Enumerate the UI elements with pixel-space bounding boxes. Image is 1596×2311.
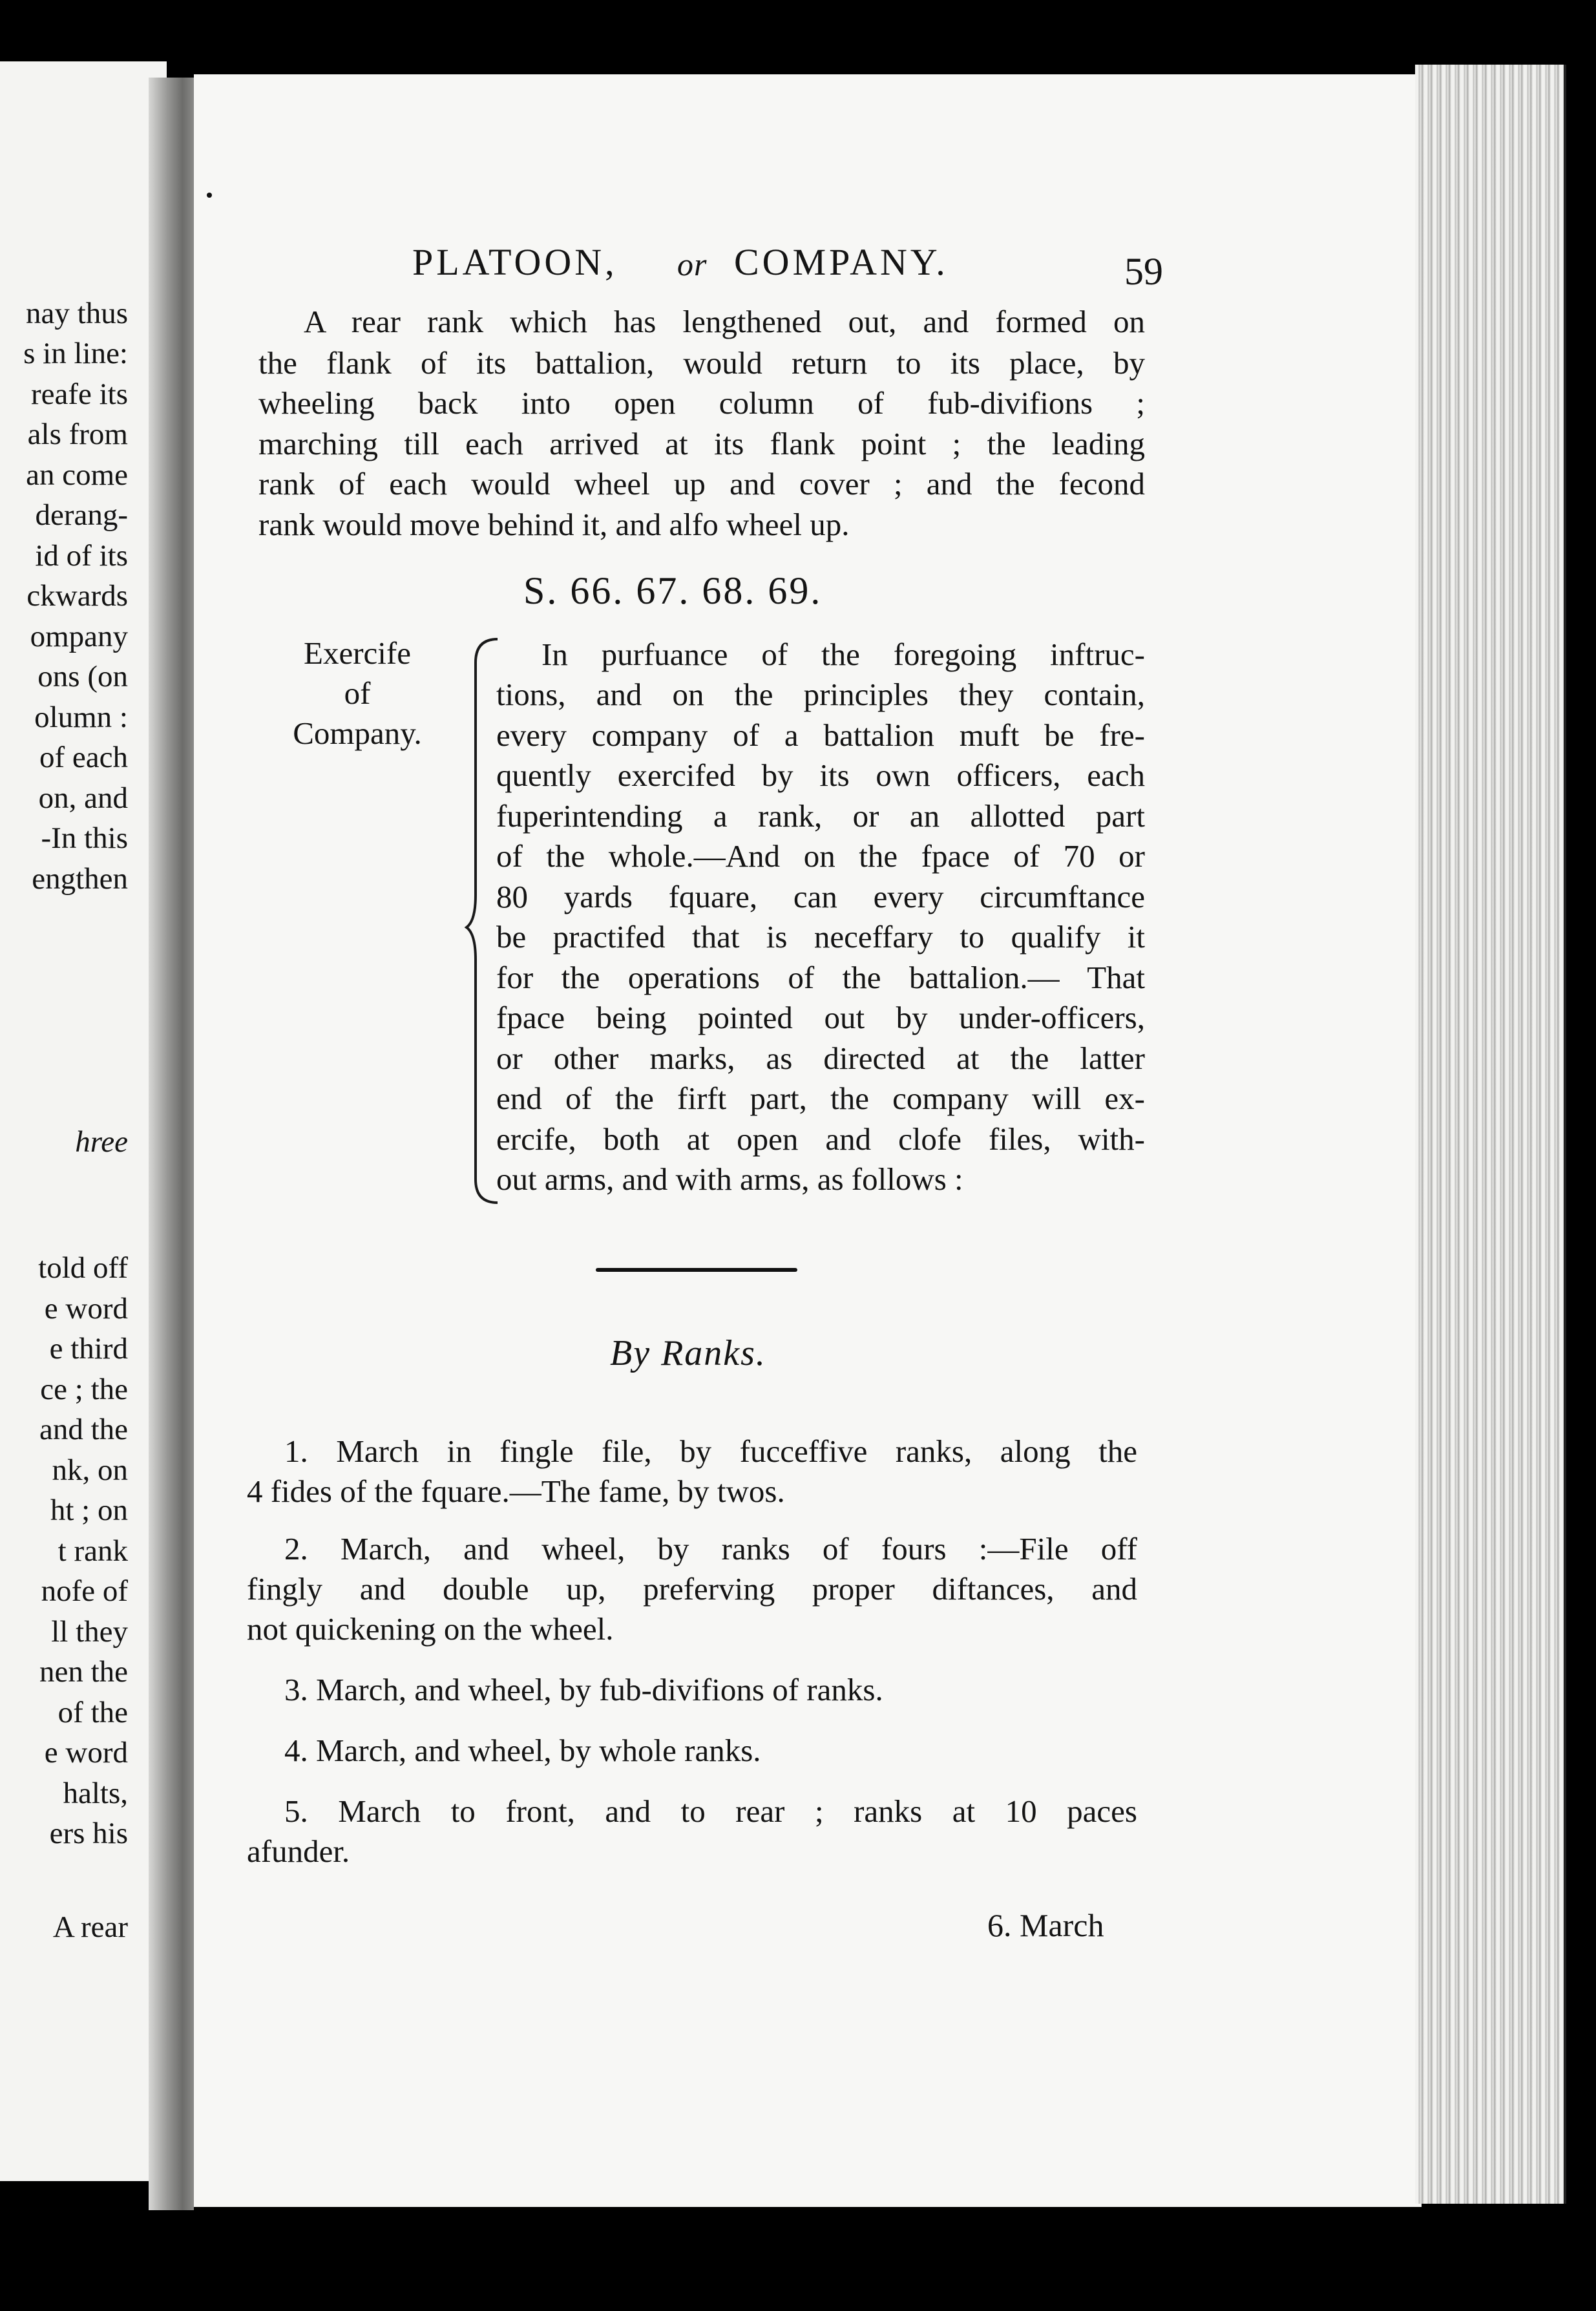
left-page-line: nen the: [39, 1655, 128, 1689]
margin-note: [270, 633, 445, 754]
left-page-line: ons (on: [37, 660, 128, 693]
left-page-line: id of its: [35, 539, 128, 573]
paragraph-line: for the operations of the battalion.— That: [496, 960, 1145, 995]
list-item-line: afunder.: [247, 1833, 350, 1869]
paragraph-line: out arms, and with arms, as follows :: [496, 1161, 963, 1197]
section-divider-rule: [596, 1268, 797, 1272]
left-page-line: s in line:: [23, 337, 128, 370]
paragraph-line: fpace being pointed out by under-officers,: [496, 1000, 1145, 1035]
left-page-line: ers his: [49, 1817, 128, 1850]
left-page-line: olumn :: [34, 701, 128, 734]
left-page-line: reafe its: [30, 377, 128, 411]
paragraph-line: rank of each would wheel up and cover ; and the fecond: [258, 466, 1145, 501]
left-page-line: e word: [44, 1736, 128, 1769]
left-page-line: e third: [49, 1332, 128, 1366]
list-item-line: fingly and double up, preferving proper diftances, and: [247, 1571, 1137, 1607]
paragraph-line: ercife, both at open and clofe files, with-: [496, 1121, 1145, 1157]
margin-note-line: of: [344, 675, 371, 711]
left-page-line: nofe of: [41, 1574, 128, 1608]
left-page-line: A rear: [52, 1910, 128, 1944]
left-page-line: told off: [38, 1251, 128, 1285]
paragraph-line: marching till each arrived at its flank point ; the leading: [258, 426, 1145, 461]
left-page-line: als from: [27, 417, 128, 451]
list-item-line: 4 fides of the fquare.—The fame, by twos.: [247, 1473, 785, 1509]
left-page-line: on, and: [38, 781, 128, 815]
list-item-line: not quickening on the wheel.: [247, 1611, 614, 1647]
paragraph-line: or other marks, as directed at the latter: [496, 1040, 1145, 1076]
left-page-line: hree: [75, 1125, 128, 1159]
list-item-line: 2. March, and wheel, by ranks of fours :—File off: [284, 1531, 1137, 1567]
running-header-or: or: [677, 246, 708, 282]
margin-note-line: Company.: [293, 715, 422, 751]
paragraph-line: every company of a battalion muft be fre-: [496, 717, 1145, 753]
paragraph-line: rank would move behind it, and alfo wheel up.: [258, 507, 850, 542]
list-item-line: 1. March in fingle file, by fucceffive ranks, along the: [284, 1433, 1137, 1469]
left-page-line: e word: [44, 1292, 128, 1325]
subheading: By Ranks.: [610, 1333, 766, 1373]
paragraph-line: wheeling back into open column of fub-divifions ;: [258, 385, 1145, 421]
paragraph-line: end of the firft part, the company will ex-: [496, 1081, 1145, 1116]
left-page-line: t rank: [58, 1534, 128, 1568]
catchword: 6. March: [987, 1907, 1104, 1943]
left-page-line: derang-: [35, 498, 128, 532]
paragraph-line: the flank of its battalion, would return to its place, by: [258, 345, 1145, 381]
left-gutter-shadow: [149, 78, 194, 2210]
paragraph-line: quently exercifed by its own officers, each: [496, 757, 1145, 793]
paragraph-line: fuperintending a rank, or an allotted part: [496, 798, 1145, 834]
section-reference: S. 66. 67. 68. 69.: [523, 569, 823, 612]
left-page-line: ce ; the: [40, 1373, 128, 1406]
left-page-line: -In this: [41, 821, 128, 855]
left-page-line: nk, on: [52, 1453, 128, 1487]
running-header-right: COMPANY.: [734, 241, 949, 283]
gutter-dot: [207, 193, 212, 198]
paragraph-line: In purfuance of the foregoing inftruc-: [541, 637, 1145, 672]
left-page-line: and the: [39, 1413, 128, 1446]
list-item-line: 3. March, and wheel, by fub-divifions of ranks.: [284, 1672, 883, 1707]
left-page-line: engthen: [32, 862, 128, 896]
paragraph-line: A rear rank which has lengthened out, and formed on: [304, 304, 1145, 339]
left-page-line: ht ; on: [50, 1493, 128, 1527]
page-number: 59: [1124, 250, 1163, 293]
left-page-line: ckwards: [26, 579, 128, 613]
paragraph-line: of the whole.—And on the fpace of 70 or: [496, 838, 1145, 874]
page-block-edge: [1415, 65, 1566, 2204]
left-page-line: an come: [26, 458, 128, 492]
paragraph-line: be practifed that is neceffary to qualify it: [496, 919, 1145, 955]
left-page-line: of the: [58, 1696, 128, 1729]
left-page-line: halts,: [63, 1777, 128, 1810]
list-item-line: 5. March to front, and to rear ; ranks at 10 paces: [284, 1793, 1137, 1829]
paragraph-line: 80 yards fquare, can every circumftance: [496, 879, 1145, 914]
left-page-line: of each: [39, 741, 128, 774]
list-item-line: 4. March, and wheel, by whole ranks.: [284, 1733, 761, 1768]
margin-note-line: Exercife: [304, 635, 411, 671]
left-page-line: ompany: [30, 620, 128, 653]
left-page-line: nay thus: [26, 297, 128, 330]
left-page-line: ll they: [51, 1615, 128, 1649]
running-header-left: PLATOON,: [412, 241, 618, 283]
paragraph-line: tions, and on the principles they contain,: [496, 677, 1145, 712]
